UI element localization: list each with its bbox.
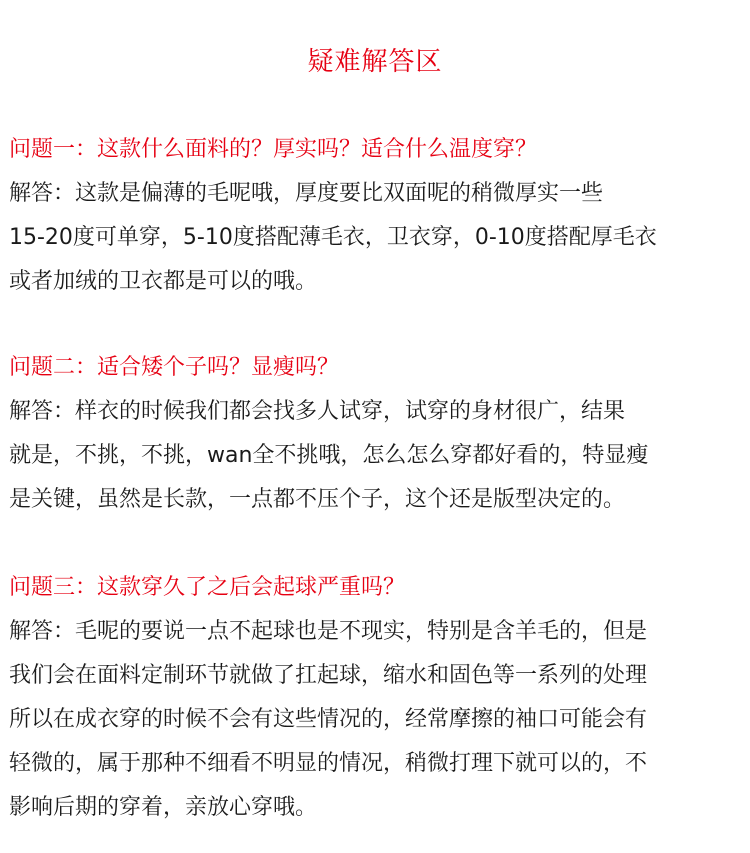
question-3: 问题三：这款穿久了之后会起球严重吗？ [9, 575, 406, 600]
answer-3-line-1: 解答：毛呢的要说一点不起球也是不现实，特别是含羊毛的，但是 [9, 619, 648, 644]
answer-3-line-5: 影响后期的穿着，亲放心穿哦。 [9, 795, 318, 820]
question-1: 问题一：这款什么面料的？厚实吗？适合什么温度穿？ [9, 137, 538, 162]
answer-1-line-1: 解答：这款是偏薄的毛呢哦，厚度要比双面呢的稍微厚实一些 [9, 181, 604, 206]
answer-3-line-2: 我们会在面料定制环节就做了扛起球，缩水和固色等一系列的处理 [9, 663, 648, 688]
answer-2-line-3: 是关键，虽然是长款，一点都不压个子，这个还是版型决定的。 [9, 487, 626, 512]
qa-section-2 [9, 346, 744, 522]
answer-3-line-3: 所以在成衣穿的时候不会有这些情况的，经常摩擦的袖口可能会有 [9, 707, 648, 732]
qa-section-1 [9, 128, 744, 304]
answer-1-line-3: 或者加绒的卫衣都是可以的哦。 [9, 269, 318, 294]
qa-section-3 [9, 566, 744, 830]
answer-2-line-1: 解答：样衣的时候我们都会找多人试穿，试穿的身材很广，结果 [9, 399, 626, 424]
page-title: 疑难解答区 [307, 47, 443, 77]
answer-2-line-2: 就是，不挑，不挑，wan全不挑哦，怎么怎么穿都好看的，特显瘦 [9, 443, 649, 468]
answer-3-line-4: 轻微的，属于那种不细看不明显的情况，稍微打理下就可以的，不 [9, 751, 648, 776]
question-2: 问题二：适合矮个子吗？显瘦吗？ [9, 355, 340, 380]
answer-1-line-2: 15-20度可单穿，5-10度搭配薄毛衣，卫衣穿，0-10度搭配厚毛衣 [9, 225, 657, 250]
